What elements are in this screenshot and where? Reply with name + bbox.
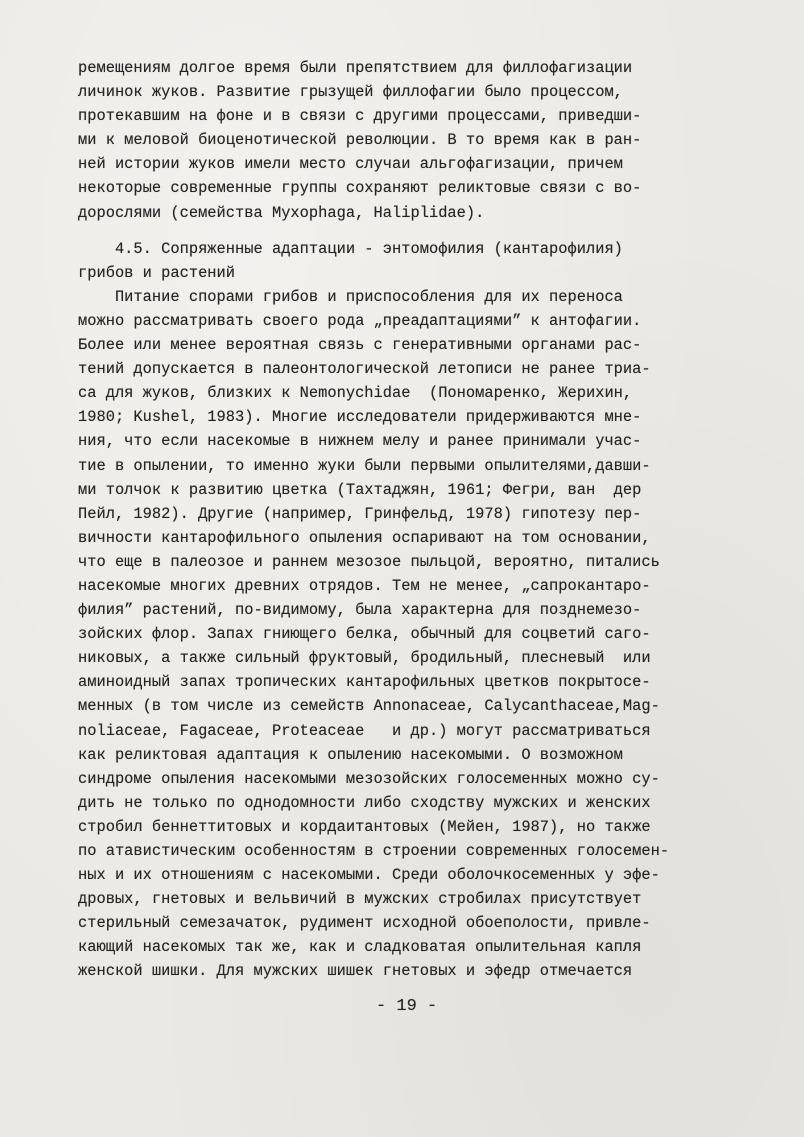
text-line: насекомые многих древних отрядов. Тем не менее, „сапрокантаро- <box>78 576 651 595</box>
text-line: ных и их отношениям с насекомыми. Среди оболочкосеменных у эфе- <box>78 866 660 885</box>
section-heading: 4.5. Сопряженные адаптации - энтомофилия (кантарофилия) <box>78 239 623 258</box>
text-line: са для жуков, близких к Nemonychidae (Пономаренко, Жерихин, <box>78 384 633 403</box>
paragraph-spacer <box>78 225 708 237</box>
text-line: ния, что если насекомые в нижнем мелу и ранее принимали учас- <box>78 432 642 451</box>
text-line: Более или менее вероятная связь с генеративными органами рас- <box>78 336 642 355</box>
text-line: стробил беннеттитовых и кордаитантовых (Мейен, 1987), но также <box>78 817 651 836</box>
text-line: тений допускается в палеонтологической летописи не ранее триа- <box>78 360 651 379</box>
text-line: стерильный семезачаток, рудимент исходной обоеполости, привле- <box>78 914 651 933</box>
text-line: кающий насекомых так же, как и сладковатая опылительная капля <box>78 938 642 957</box>
text-line: зойских флор. Запах гниющего белка, обычный для соцветий саго- <box>78 625 651 644</box>
text-line: никовых, а также сильный фруктовый, бродильный, плесневый или <box>78 649 651 668</box>
text-line: 1980; Kushel, 1983). Многие исследователи придерживаются мне- <box>78 408 642 427</box>
text-line: дровых, гнетовых и вельвичий в мужских стробилах присутствует <box>78 890 642 909</box>
text-line: ми к меловой биоценотической революции. В то время как в ран- <box>78 131 642 150</box>
text-line: женской шишки. Для мужских шишек гнетовых и эфедр отмечается <box>78 962 633 981</box>
text-line: филия” растений, по-видимому, была характерна для позднемезо- <box>78 601 642 620</box>
text-line: ремещениям долгое время были препятствием для филлофагизации <box>78 59 633 77</box>
text-line: аминоидный запах тропических кантарофильных цветков покрытосе- <box>78 673 651 692</box>
text-line: noliaceae, Fagaceae, Proteaceae и др.) могут рассматриваться <box>78 721 651 740</box>
page-number: - 19 - <box>376 997 438 1016</box>
text-line: что еще в палеозое и раннем мезозое пыльцой, вероятно, питались <box>78 552 660 571</box>
text-line: синдроме опыления насекомыми мезозойских голосеменных можно су- <box>78 769 660 788</box>
text-line: личинок жуков. Развитие грызущей филлофагии было процессом, <box>78 83 623 102</box>
text-line: некоторые современные группы сохраняют реликтовые связи с во- <box>78 179 642 198</box>
text-line: Питание спорами грибов и приспособления для их переноса <box>78 287 623 306</box>
text-line: по атавистическим особенностям в строении современных голосемен- <box>78 842 670 860</box>
text-line: дорослями (семейства Myxophaga, Haliplidae). <box>78 203 485 222</box>
text-line: можно рассматривать своего рода „преадаптациями” к антофагии. <box>78 311 642 330</box>
text-line: протекавшим на фоне и в связи с другими процессами, приведши- <box>78 107 642 126</box>
text-line: менных (в том числе из семейств Annonaceae, Calycanthaceae,Mag- <box>78 697 660 716</box>
document-text <box>78 56 708 984</box>
text-line: ми толчок к развитию цветка (Тахтаджян, 1961; Фегри, ван дер <box>78 480 642 499</box>
section-heading: грибов и растений <box>78 263 236 282</box>
text-line: тие в опылении, то именно жуки были первыми опылителями,давши- <box>78 456 651 475</box>
text-line: дить не только по однодомности либо сходству мужских и женских <box>78 793 651 812</box>
text-line: как реликтовая адаптация к опылению насекомыми. О возможном <box>78 745 623 764</box>
text-line: вичности кантарофильного опыления оспаривают на том основании, <box>78 528 651 547</box>
text-line: ней истории жуков имели место случаи альгофагизации, причем <box>78 155 623 174</box>
text-line: Пейл, 1982). Другие (например, Гринфельд, 1978) гипотезу пер- <box>78 504 642 523</box>
